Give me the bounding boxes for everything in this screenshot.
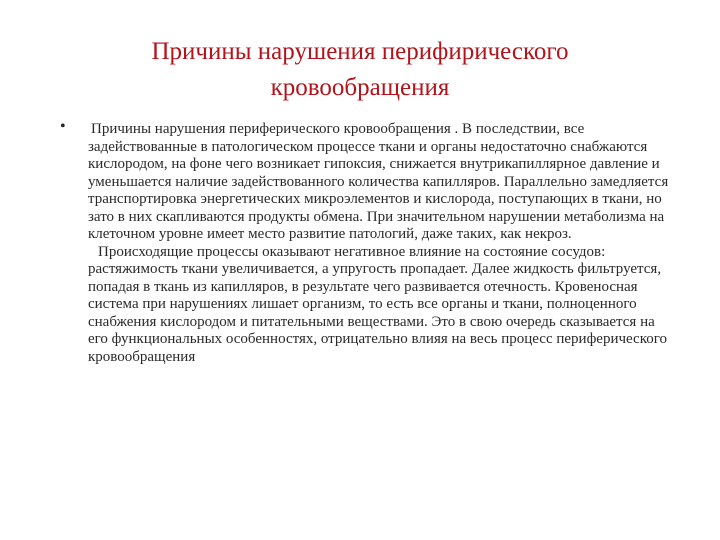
bullet-marker: • [60, 118, 66, 135]
paragraph-causes: Причины нарушения периферического кровообращения . В последствии, все задействованные в патологическом процессе ткани и органы недостаточно снабжаются кислородом, на фоне чего возникает гипоксия, снижается внутрикапиллярное давление и уменьшается наличие задействованного количества капилляров. Параллельно замедляется транспортировка энергетических микроэлементов и кислорода, поступающих в ткани, но зато в них скапливаются продукты обмена. При значительном нарушении метаболизма на клеточном уровне имеет место развитие патологий, даже таких, как некроз. [88, 121, 669, 242]
bullet-body [88, 121, 670, 366]
slide-title: Причины нарушения перифирического кровообращения [151, 38, 569, 101]
paragraph-processes: Происходящие процессы оказывают негативное влияние на состояние сосудов: растяжимость ткани увеличивается, а упругость пропадает. Далее жидкость фильтруется, попадая в ткань из капилляров, в результате чего развивается отечность. Кровеносная система при нарушениях лишает организм, то есть все органы и ткани, полноценного снабжения кислородом и питательными веществами. Это в свою очередь сказывается на его функциональных особенностях, отрицательно влияя на весь процесс периферического кровообращения [88, 243, 668, 365]
